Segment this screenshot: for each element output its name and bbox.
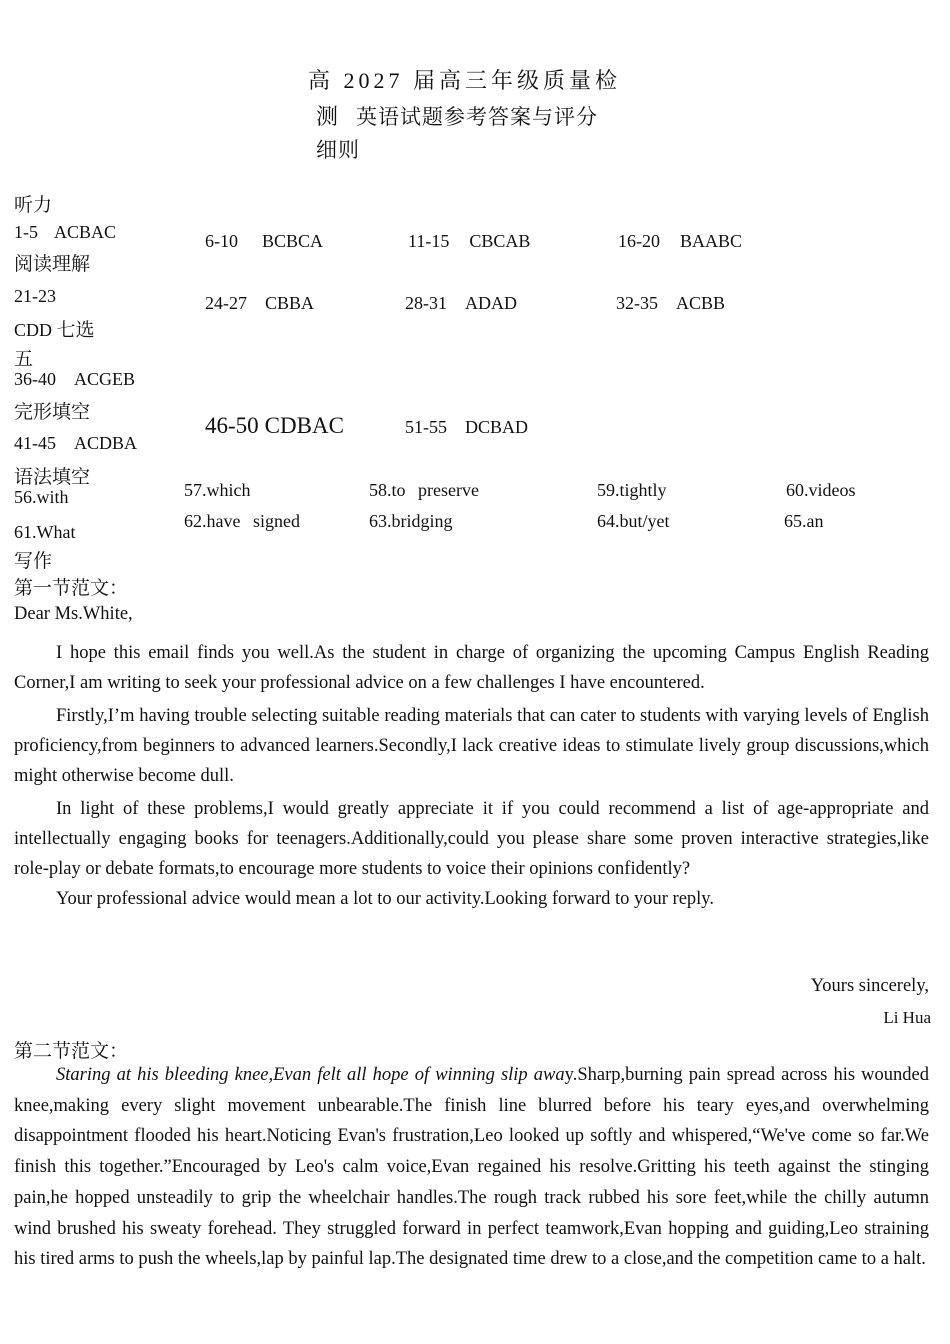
item-text: have signed <box>206 511 300 531</box>
answer: CDD <box>14 320 53 340</box>
story-continuation: y.Sharp,burning pain spread across his wounded knee,making every slight movement unbearable.The finish line blurred before his teary eyes,and overwhelming disappointment flooded his heart.Noticing Evan's frustration,Leo looked up softly and whispered,“We've come so far.We finish this together.”Encouraged by Leo's calm voice,Evan regained his resolve.Gritting his teeth against the stinging pain,he hopped unsteadily to grip the wheelchair handles.The rough track rubbed his sore feet,while the chilly autumn wind brushed his sweaty forehead. They struggled forward in perfect teamwork,Evan hopping and guiding,Leo straining his tired arms to push the wheels,lap by painful lap.The designated time drew to a close,and the competition came to a halt. <box>14 1065 929 1270</box>
range: 36-40 <box>14 369 56 389</box>
grammar-item-64 <box>597 511 670 532</box>
range: 11-15 <box>408 231 450 251</box>
item-text: tightly <box>619 480 667 500</box>
grammar-item-63 <box>369 511 453 532</box>
answer: ACDBA <box>74 433 138 453</box>
item-num: 58. <box>369 480 392 500</box>
grammar-label: 语法填空 <box>14 467 91 488</box>
answer-group-28-31 <box>405 293 517 314</box>
item-num: 64. <box>597 511 620 531</box>
writing-section1-label: 第一节范文： <box>14 578 129 599</box>
item-text: an <box>806 511 824 531</box>
cloze-label: 完形填空 <box>14 402 91 423</box>
answer-group-36-40 <box>14 369 135 390</box>
range: 51-55 <box>405 417 447 437</box>
story-paragraph <box>14 1060 929 1275</box>
letter-paragraph: Your professional advice would mean a lot to our activity.Looking forward to your reply. <box>56 889 714 909</box>
item-text: videos <box>808 480 856 500</box>
answer-group-16-20 <box>618 231 742 252</box>
letter-closing: Yours sincerely, <box>810 976 929 996</box>
answer: ACBAC <box>54 222 117 242</box>
range: 32-35 <box>616 293 658 313</box>
item-num: 65. <box>784 511 807 531</box>
answer-group-46-50 <box>205 413 344 439</box>
item-text: with <box>36 487 69 507</box>
answer-group-51-55 <box>405 417 528 438</box>
range: 28-31 <box>405 293 447 313</box>
story-body <box>14 1060 929 1275</box>
seven-choose-five-label-cont: 五 <box>14 349 34 370</box>
page-title-line-2 <box>316 100 598 131</box>
answer: BCBCA <box>262 231 324 251</box>
answer: ACBB <box>676 293 726 313</box>
letter-paragraph: In light of these problems,I would greatly appreciate it if you could recommend a list of age-appropriate and intellectually engaging books for teenagers.Additionally,could you please share some proven interactive strategies,like role-play or debate formats,to encourage more students to voice their opinions confidently? <box>14 799 929 879</box>
writing-section2-label: 第二节范文： <box>14 1041 129 1062</box>
item-num: 59. <box>597 480 620 500</box>
answer: DCBAD <box>465 417 529 437</box>
item-text: which <box>206 480 251 500</box>
grammar-item-57 <box>184 480 251 501</box>
range: 16-20 <box>618 231 660 251</box>
item-text: What <box>36 522 76 542</box>
answer-group-24-27 <box>205 293 314 314</box>
seven-choose-five-label: 七选 <box>56 320 95 341</box>
item-num: 63. <box>369 511 392 531</box>
answer-group-21-23-answer <box>14 315 95 342</box>
title-prefix: 测 <box>316 104 339 129</box>
reading-label: 阅读理解 <box>14 254 91 275</box>
answer: CBBA <box>265 293 315 313</box>
range: 24-27 <box>205 293 247 313</box>
grammar-item-59 <box>597 480 667 501</box>
writing-label: 写作 <box>14 551 53 572</box>
grammar-item-65 <box>784 511 824 532</box>
item-num: 56. <box>14 487 37 507</box>
answer-group-11-15 <box>408 231 530 252</box>
answer: ACGEB <box>74 369 136 389</box>
answer-group-21-23-range: 21-23 <box>14 286 56 306</box>
answer-group-6-10 <box>205 231 323 252</box>
grammar-item-62 <box>184 511 300 532</box>
item-text: to preserve <box>391 480 479 500</box>
item-num: 57. <box>184 480 207 500</box>
grammar-item-58 <box>369 480 479 501</box>
answer: CBCAB <box>469 231 531 251</box>
item-num: 61. <box>14 522 37 542</box>
grammar-item-60 <box>786 480 856 501</box>
range: 46-50 <box>205 413 259 438</box>
letter-paragraph: I hope this email finds you well.As the student in charge of organizing the upcoming Campus English Reading Corner,I am writing to seek your professional advice on a few challenges I have encountered. <box>14 643 929 693</box>
range: 41-45 <box>14 433 56 453</box>
item-num: 62. <box>184 511 207 531</box>
answer: BAABC <box>680 231 743 251</box>
letter-greeting: Dear Ms.White, <box>14 604 133 624</box>
grammar-item-61 <box>14 522 75 543</box>
letter-body <box>14 638 929 914</box>
letter-paragraph: Firstly,I’m having trouble selecting suitable reading materials that can cater to students with varying levels of English proficiency,from beginners to advanced learners.Secondly,I lack creative ideas to stimulate lively group discussions,which might otherwise become dull. <box>14 706 929 786</box>
page-title-line-3: 细则 <box>316 138 360 162</box>
listening-label: 听力 <box>14 195 53 216</box>
answer-group-41-45 <box>14 433 137 454</box>
title-main: 英语试题参考答案与评分 <box>356 105 599 129</box>
page-title-line-1: 高 2027 届高三年级质量检 <box>308 68 622 93</box>
item-num: 60. <box>786 480 809 500</box>
item-text: bridging <box>391 511 453 531</box>
letter-signature: Li Hua <box>883 1008 931 1027</box>
answer-group-32-35 <box>616 293 725 314</box>
range: 6-10 <box>205 231 238 251</box>
grammar-item-56 <box>14 487 69 508</box>
item-text: but/yet <box>619 511 670 531</box>
story-opening-sentence: Staring at his bleeding knee,Evan felt all hope of winning slip awa <box>56 1065 565 1085</box>
answer-group-1-5 <box>14 222 116 243</box>
range: 1-5 <box>14 222 38 242</box>
answer: CDBAC <box>264 413 344 438</box>
answer: ADAD <box>465 293 517 313</box>
